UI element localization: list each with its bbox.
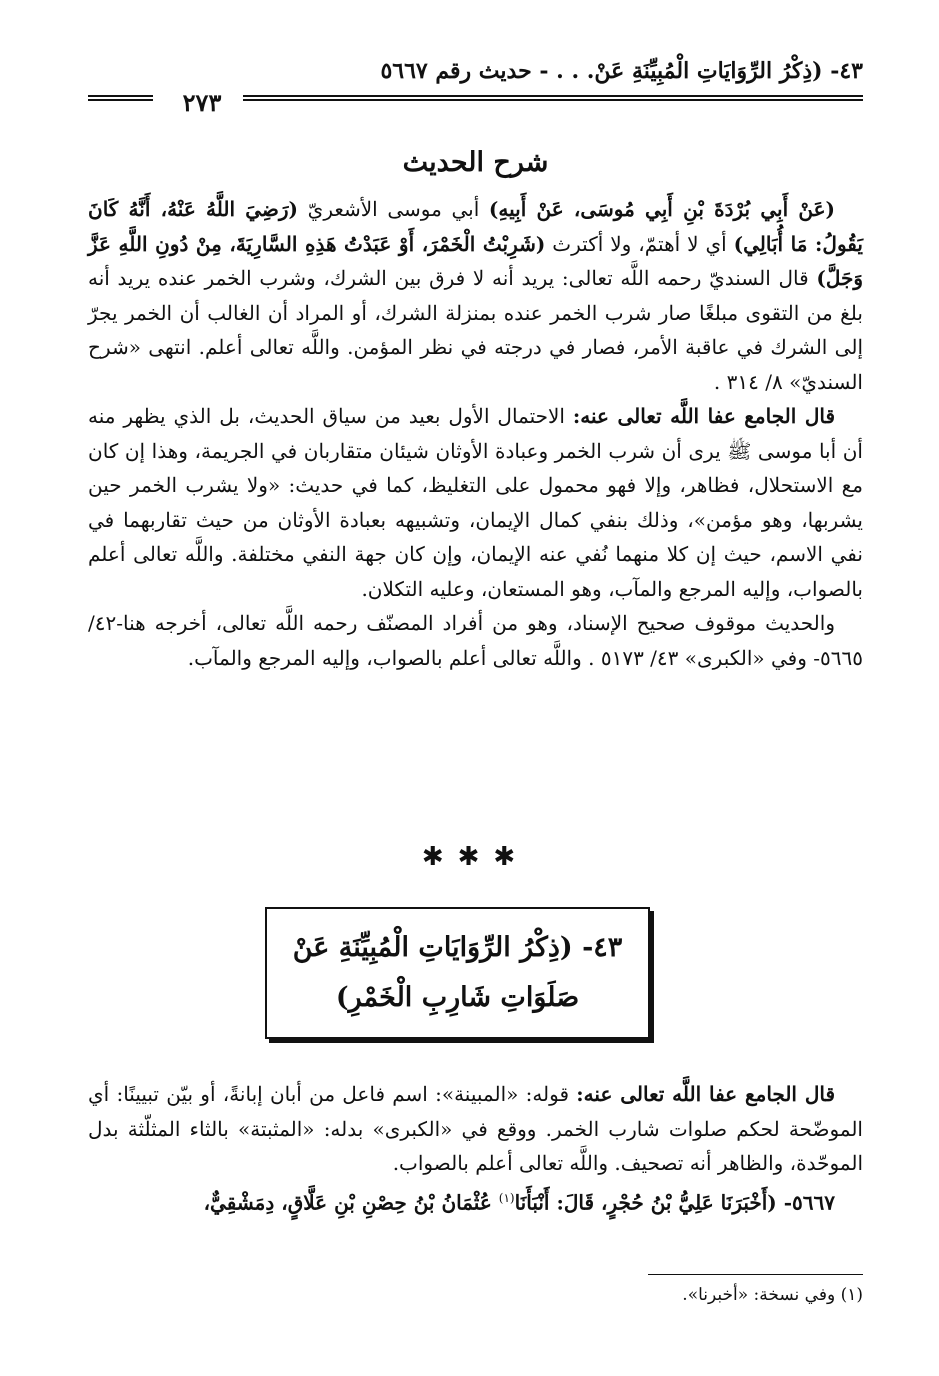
paragraph-1-text-3: قال السنديّ رحمه اللَّه تعالى: يريد أنه لا فرق بين الشرك، وشرب الخمر عنده يريد أنه بلغ من التقوى مبلغًا صار شرب الخمر عنده بمنزلة الشرك، أو المراد أن الغالب أن الخمر يجرّ إلى الشرك في عاقبة الأمر، فصار في درجته في نظر المؤمن. واللَّه تعالى أعلم. انتهى «شرح السنديّ» ٨/ ٣١٤ . <box>88 266 863 394</box>
page-header <box>88 52 863 117</box>
book-page <box>88 52 863 1352</box>
header-rule-left <box>88 95 153 101</box>
paragraph-4 <box>88 1077 863 1181</box>
footnote-rule <box>648 1274 863 1275</box>
running-title: ٤٣- (ذِكْرُ الرِّوَايَاتِ الْمُبِيِّنَةِ عَنْ. . . - حديث رقم ٥٦٦٧ <box>380 58 863 84</box>
paragraph-5 <box>88 1181 863 1220</box>
hadith-quote-3: (شَرِبْتُ الْخَمْرَ، أَوْ عَبَدْتُ هَذِهِ السَّارِيَةَ، مِنْ دُونِ اللَّهِ عَزَّ وَجَلَّ) <box>88 231 863 290</box>
paragraph-1-text-2: أي لا أهتمّ، ولا أكترث <box>545 231 734 256</box>
header-rule-right <box>243 95 863 101</box>
compiler-note-label: قال الجامع عفا اللَّه تعالى عنه: <box>572 404 836 428</box>
commentary-body <box>88 192 863 675</box>
chapter-title-line-2: صَلَوَاتِ شَارِبِ الْخَمْرِ) <box>335 982 580 1013</box>
section-heading: شرح الحديث <box>402 147 549 178</box>
hadith-quote-1: (عَنْ أَبِي بُرْدَةَ بْنِ أَبِي مُوسَى، عَنْ أَبِيهِ) <box>488 197 836 221</box>
hadith-chain-2: عُثْمَانُ بْنُ حِصْنِ بْنِ عَلَّاقٍ، دِمَشْقِيٌّ، <box>203 1190 499 1215</box>
chapter-title-line-1: ٤٣- (ذِكْرُ الرِّوَايَاتِ الْمُبِيِّنَةِ عَنْ <box>292 932 623 963</box>
paragraph-3: والحديث موقوف صحيح الإسناد، وهو من أفراد المصنّف رحمه اللَّه تعالى، أخرجه هنا-٤٢/ ٥٦٦٥- وفي «الكبرى» ٤٣/ ٥١٧٣ . واللَّه تعالى أعلم بالصواب، وإليه المرجع والمآب. <box>88 611 863 670</box>
chapter-title-box <box>265 907 650 1039</box>
hadith-chain-1: ٥٦٦٧- (أَخْبَرَنَا عَلِيُّ بْنُ حُجْرٍ، قَالَ: أَنْبَأَنَا <box>514 1190 835 1215</box>
chapter-body <box>88 1077 863 1220</box>
hadith-quote-2: (رَضِيَ اللَّهُ عَنْهُ، أَنَّهُ كَانَ يَقُولُ: مَا أُبَالِي) <box>88 197 863 256</box>
compiler-note-label-2: قال الجامع عفا اللَّه تعالى عنه: <box>576 1082 836 1106</box>
page-number: ٢٧٣ <box>182 88 222 117</box>
footnote: (١) وفي نسخة: «أخبرنا». <box>682 1285 863 1305</box>
paragraph-1 <box>88 192 863 399</box>
paragraph-2 <box>88 399 863 606</box>
paragraph-1-text-1: أبي موسى الأشعريّ <box>298 197 489 221</box>
section-separator-stars: ✱✱✱ <box>421 842 530 872</box>
footnote-ref: (١) <box>498 1190 515 1205</box>
paragraph-4-text: قوله: «المبينة»: اسم فاعل من أبان إبانةً، أو بيّن تبيينًا: أي الموضّحة لحكم صلوات شارب الخمر. ووقع في «الكبرى» بدله: «المثبتة» بالثاء المثلّثة بدل الموحّدة، والظاهر أنه تصحيف. واللَّه تعالى أعلم بالصواب. <box>88 1082 863 1175</box>
paragraph-2-text: الاحتمال الأول بعيد من سياق الحديث، بل الذي يظهر منه أن أبا موسى ﷺ يرى أن شرب الخمر وعبادة الأوثان شيئان متقاربان في الجريمة، وهذا إن كان مع الاستحلال، فظاهر، وإلا فهو محمول على التغليظ، كما في حديث: «ولا يشرب الخمر حين يشربها، وهو مؤمن»، وذلك بنفي كمال الإيمان، وتشبيهه بعبادة الأوثان من حيث تقاربهما في نفي الاسم، حيث إن كلا منهما نُفي عنه الإيمان، وإن كان جهة النفي مختلفة. واللَّه تعالى أعلم بالصواب، وإليه المرجع والمآب، وهو المستعان، وعليه التكلان. <box>88 404 864 601</box>
